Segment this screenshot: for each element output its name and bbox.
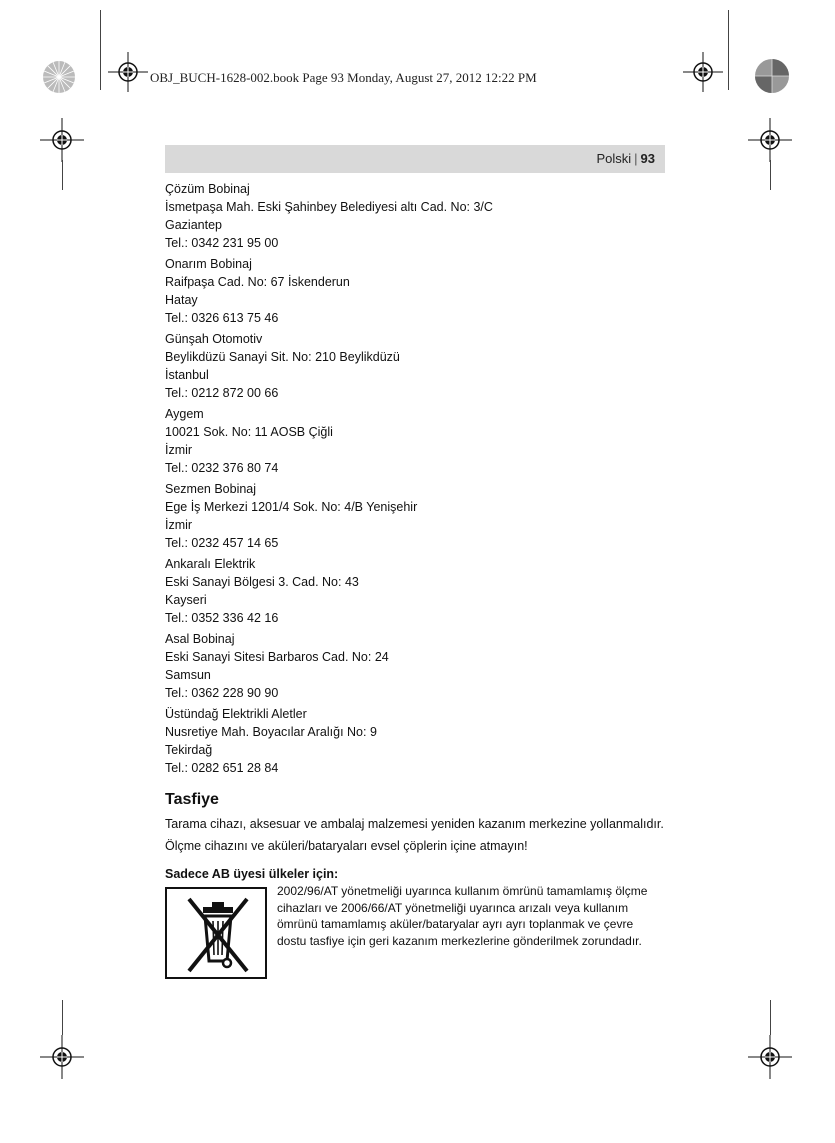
registration-mark-icon: [40, 1035, 84, 1079]
contact-phone: Tel.: 0326 613 75 46: [165, 311, 279, 325]
contact-name: Asal Bobinaj: [165, 632, 235, 646]
registration-mark-icon: [748, 1035, 792, 1079]
contact-name: Onarım Bobinaj: [165, 257, 252, 271]
header-language: Polski: [596, 151, 632, 166]
crossed-out-wheelie-bin-icon: [165, 887, 267, 979]
contact-phone: Tel.: 0212 872 00 66: [165, 386, 279, 400]
contact-phone: Tel.: 0352 336 42 16: [165, 611, 279, 625]
contact-entry: [165, 255, 665, 327]
contact-address: Eski Sanayi Bölgesi 3. Cad. No: 43: [165, 575, 359, 589]
contact-list: [165, 180, 665, 777]
contact-phone: Tel.: 0282 651 28 84: [165, 761, 279, 775]
registration-mark-icon: [40, 118, 84, 162]
page-content: [165, 180, 665, 979]
eu-heading: Sadece AB üyesi ülkeler için:: [165, 867, 339, 881]
registration-mark-icon: [748, 118, 792, 162]
contact-city: İzmir: [165, 518, 193, 532]
contact-address: Beylikdüzü Sanayi Sit. No: 210 Beylikdüzü: [165, 350, 400, 364]
contact-name: Ankaralı Elektrik: [165, 557, 256, 571]
contact-entry: [165, 480, 665, 552]
contact-city: İstanbul: [165, 368, 209, 382]
crop-line: [728, 10, 729, 90]
registration-mark-icon: [683, 52, 723, 92]
contact-name: Günşah Otomotiv: [165, 332, 263, 346]
header-text: [596, 151, 655, 166]
contact-phone: Tel.: 0342 231 95 00: [165, 236, 279, 250]
crop-line: [62, 160, 63, 190]
contact-phone: Tel.: 0362 228 90 90: [165, 686, 279, 700]
crop-line: [62, 1000, 63, 1035]
section-heading: Tasfiye: [165, 791, 219, 808]
contact-address: Eski Sanayi Sitesi Barbaros Cad. No: 24: [165, 650, 389, 664]
contact-entry: [165, 705, 665, 777]
crop-line: [770, 160, 771, 190]
crop-line: [100, 10, 101, 90]
contact-city: Tekirdağ: [165, 743, 213, 757]
contact-address: Raifpaşa Cad. No: 67 İskenderun: [165, 275, 350, 289]
contact-name: Sezmen Bobinaj: [165, 482, 257, 496]
color-target-icon: [42, 60, 76, 94]
color-target-icon: [754, 58, 790, 94]
page-number: 93: [640, 151, 655, 166]
disposal-warning: Ölçme cihazını ve aküleri/bataryaları evsel çöplerin içine atmayın!: [165, 839, 528, 853]
slug-line: OBJ_BUCH-1628-002.book Page 93 Monday, August 27, 2012 12:22 PM: [150, 70, 537, 85]
contact-address: 10021 Sok. No: 11 AOSB Çiğli: [165, 425, 333, 439]
contact-city: Hatay: [165, 293, 198, 307]
contact-phone: Tel.: 0232 457 14 65: [165, 536, 279, 550]
header-separator: |: [634, 151, 638, 166]
contact-city: Kayseri: [165, 593, 207, 607]
disposal-paragraph: Tarama cihazı, aksesuar ve ambalaj malzemesi yeniden kazanım merkezine yollanmalıdır.: [165, 817, 664, 831]
contact-phone: Tel.: 0232 376 80 74: [165, 461, 279, 475]
eu-text: 2002/96/AT yönetmeliği uyarınca kullanım ömrünü tamamlamış ölçme cihazları ve 2006/66/AT yönetmeliği uyarınca arızalı veya kullanım ömrünü tamamlamış aküler/bataryalar ayrı ayrı toplanmak ve çevre dostu tasfiye için geri kazanım merkezlerine gönderilmek zorundadır.: [277, 884, 648, 948]
contact-entry: [165, 405, 665, 477]
contact-address: Ege İş Merkezi 1201/4 Sok. No: 4/B Yenişehir: [165, 500, 418, 514]
contact-entry: [165, 330, 665, 402]
contact-city: Gaziantep: [165, 218, 222, 232]
contact-entry: [165, 555, 665, 627]
contact-city: Samsun: [165, 668, 211, 682]
contact-city: İzmir: [165, 443, 193, 457]
registration-mark-icon: [108, 52, 148, 92]
page-header: [165, 145, 665, 173]
contact-name: Üstündağ Elektrikli Aletler: [165, 707, 307, 721]
contact-entry: [165, 630, 665, 702]
contact-address: Nusretiye Mah. Boyacılar Aralığı No: 9: [165, 725, 377, 739]
contact-entry: [165, 180, 665, 252]
contact-name: Aygem: [165, 407, 204, 421]
contact-name: Çözüm Bobinaj: [165, 182, 250, 196]
eu-block: [165, 884, 665, 979]
crop-line: [770, 1000, 771, 1035]
contact-address: İsmetpaşa Mah. Eski Şahinbey Belediyesi altı Cad. No: 3/C: [165, 200, 493, 214]
